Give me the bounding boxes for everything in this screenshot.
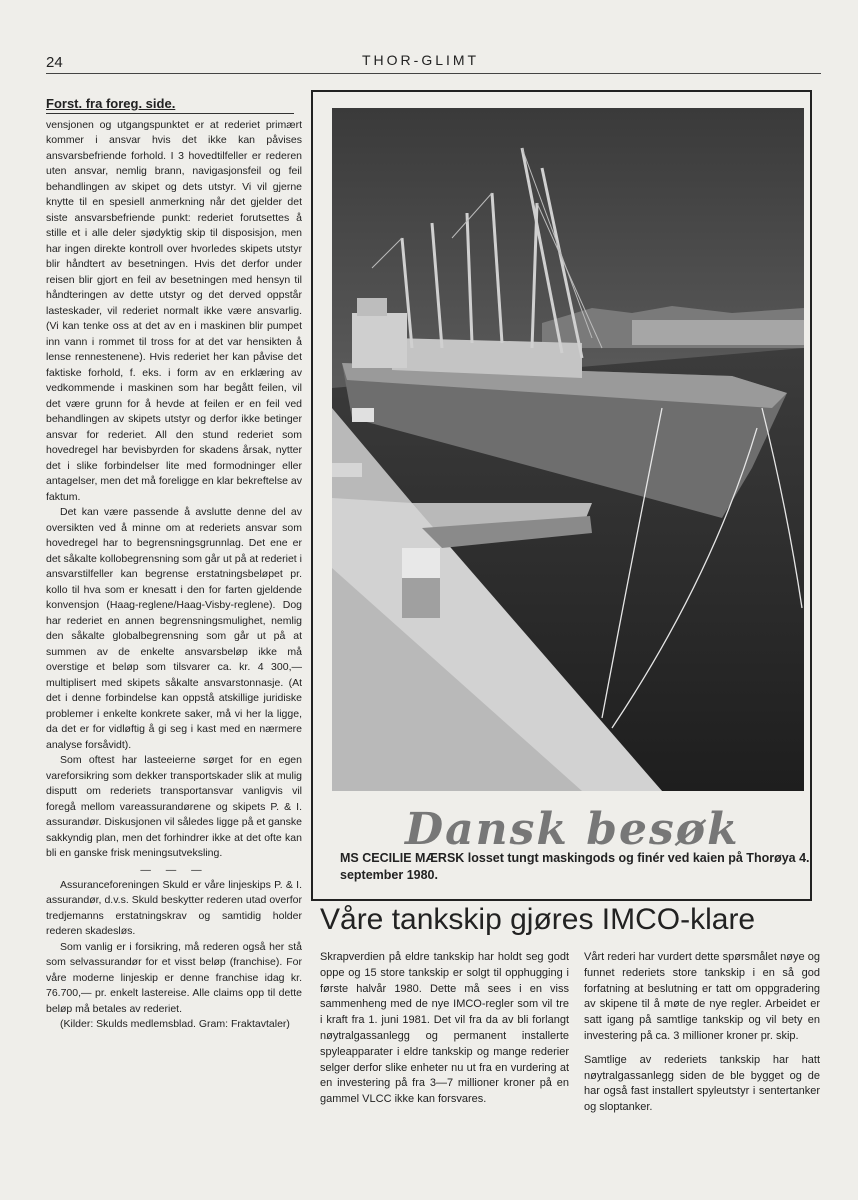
article-paragraph-3: Samtlige av rederiets tankskip har hatt nøytralgassanlegg siden de ble bygget og de har også fast installert spyleutstyr i sentertanker og sloptanker. xyxy=(584,1053,820,1114)
left-paragraph-6: (Kilder: Skulds medlemsblad. Gram: Fraktavtaler) xyxy=(60,1018,290,1030)
article-paragraph-1: Skrapverdien på eldre tankskip har holdt seg godt oppe og 15 store tankskip er solgt til opphugging i første halvår 1980. Dette må sees i en viss sammenheng med de nye IMCO-regler som vil tre i kraft fra 1. juni 1981. Det vil fra da av bli forlangt nøytralgassanlegg og permanent installerte spyleapparater i eldre tankskip og mange rederier selger derfor slike enheter nu ut fra en vurdering at en investering på fra 3—7 millioner kroner på en gammel VLCC ikke kan forsvares. xyxy=(320,951,569,1106)
left-paragraph-4: Assuranceforeningen Skuld er våre linjeskips P. & I. assurandør, d.v.s. Skuld beskytter rederen utad overfor tredjemanns erstatningskrav og samtidig holder rederen skadesløs. xyxy=(46,878,302,937)
left-column xyxy=(46,96,302,1033)
continued-heading: Forst. fra foreg. side. xyxy=(46,96,294,114)
left-paragraph-3: Som oftest har lasteeierne sørget for en egen vareforsikring som dekker transportskader slik at mulig disputt om rederiets transportansvar vanligvis vil foregå mellom vareassurandørene og skipets P. & I. assurandør. Diskusjonen vil således ligge på et ganske sakkyndig plan, men det forhindrer ikke at det ofte kan bli en ganske frisk meningsutveksling. xyxy=(46,754,302,859)
photo-feature-box xyxy=(311,90,812,901)
article-column-2 xyxy=(584,950,820,1124)
article-column-1 xyxy=(320,950,569,1116)
article-paragraph-2: Vårt rederi har vurdert dette spørsmålet nøye og funnet rederiets store tankskip i en så god forfatning at beslutning er tatt om oppgradering av skipene til å møte de nye regler. Arbeidet er satt igang på samtlige tankskip og vil bety en investering på ca. 3 millioner kroner pr. skip. xyxy=(584,951,820,1042)
article-headline: Våre tankskip gjøres IMCO-klare xyxy=(320,903,756,936)
running-head: THOR-GLIMT xyxy=(362,52,480,68)
header-rule xyxy=(46,73,821,74)
ship-at-quay-photo xyxy=(332,108,804,791)
section-separator: — — — xyxy=(140,863,208,876)
left-paragraph-5: Som vanlig er i forsikring, må rederen også her stå som selvassurandør for et visst beløp (franchise). For våre moderne linjeskip er denne franchise idag kr. 76.700,— pr. enkelt lastereise. Alle claims opp til dette beløp må betales av rederiet. xyxy=(46,940,302,1015)
photo-feature-title: Dansk besøk xyxy=(405,804,740,855)
page-number: 24 xyxy=(46,54,63,71)
left-paragraph-1: vensjonen og utgangspunktet er at rederiet primært kommer i ansvar hvis det ikke kan påvises ansvarsbefriende forhold. I 3 hovedtilfeller er rederen uten ansvar, nemlig brann, navigasjonsfeil og feil behandlingen av skipet og dets utstyr. Vi vil gjerne knytte til en spesiell anmerkning når det gjelder det siste ansvarsbefriende punkt: rederiet forutsettes å stille et i alle deler sjødyktig skip til disposisjon, men har ingen direkte kontroll over hvorledes skipets utstyr blir håndtert av besetningen. Hvis det derfor under reisen blir gjort en feil av besetningen med hensyn til håndteringen av dette utstyr og det derved oppstår lasteskader, vil rederiet normalt ikke være ansvarlig. (Vi kan tenke oss at det av en i maskinen blir pumpet inn vann i rommet til tross for at det var hensikten å lense rennestenene). Hvis rederiet her kan påvise det faktiske forhold, f. eks. i form av en erklæring av vedkommende i maskinen som har begått feilen, vil det være grunn for å hevde at feilen er en feil ved behandlingen av skipets utstyr og derfor ikke betinger ansvar for rederiet. All den stund rederiet som hovedregel har bevisbyrden for skadens årsak, nytter det i slike forbindelser lite med formodninger eller antagelser, men det må foreligge en klar bekreftelse av faktum. xyxy=(46,118,302,503)
photo-caption: MS CECILIE MÆRSK losset tungt maskingods og finér ved kaien på Thorøya 4. september 1980. xyxy=(340,851,810,882)
left-paragraph-2: Det kan være passende å avslutte denne del av oversikten ved å minne om at rederiets ansvar som hovedregel har to begrensningsgrunnlag. Det ene er det såkalte kollobegrensning som går ut på at rederiet i ansvarstilfeller kan begrense erstatningsbeløpet pr. kollo til hva som er knesatt i den for farten gjeldende konvensjon (Haag-reglene/Haag-Visby-reglene). Dog har rederiet en annen begrensningsmulighet, nemlig den såkalte globalbegrensning som går ut på at summen av de enkelte ansvarsbeløp ikke må overstige et beløp som tilsvarer ca. kr. 4 300,— multiplisert med skipets såkalte ansvarstonnasje. (At det i denne forbindelse kan oppstå atskillige juridiske problemer i enkelte konkrete saker, må vi her la ligge, da det er for vidløftig å gi seg i kast med en nærmere analyse forsåvidt). xyxy=(46,506,302,751)
